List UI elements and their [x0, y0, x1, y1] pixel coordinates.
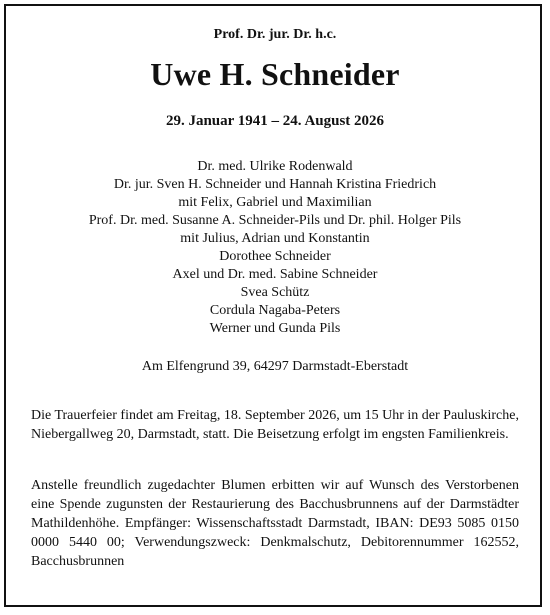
mourner-line: Cordula Nagaba-Peters — [209, 303, 341, 318]
life-dates: 29. Januar 1941 – 24. August 2026 — [165, 113, 385, 129]
donation-info-paragraph: Anstelle freundlich zugedachter Blumen erbitten wir auf Wunsch des Verstorbenen eine Spende zugunsten der Restaurierung des Bacchusbrunnens auf der Darmstädter Mathildenhöhe. Empfänger: Wissenschaftsstadt Darmstadt, IBAN: DE93 5085 0150 0000 5440 00; Verwendungszweck: Denkmalschutz, Debitorennummer 162552, Bacchusbrunnen — [31, 478, 519, 569]
funeral-info-paragraph: Die Trauerfeier findet am Freitag, 18. September 2026, um 15 Uhr in der Pauluskirche, Niebergallweg 20, Darmstadt, statt. Die Beisetzung erfolgt im engsten Familienkreis. — [31, 408, 519, 442]
mourner-line: Werner und Gunda Pils — [209, 321, 341, 336]
deceased-name: Uwe H. Schneider — [150, 56, 400, 92]
family-address: Am Elfengrund 39, 64297 Darmstadt-Eberstadt — [141, 359, 409, 374]
mourner-line: Prof. Dr. med. Susanne A. Schneider-Pils und Dr. phil. Holger Pils — [88, 213, 462, 228]
mourner-line: Axel und Dr. med. Sabine Schneider — [172, 267, 378, 282]
academic-title: Prof. Dr. jur. Dr. h.c. — [213, 27, 337, 42]
mourners-list — [0, 158, 550, 338]
mourner-line: Dorothee Schneider — [219, 249, 331, 264]
mourner-line: Dr. med. Ulrike Rodenwald — [197, 159, 353, 174]
mourner-line: mit Julius, Adrian und Konstantin — [180, 231, 370, 246]
mourner-line: Dr. jur. Sven H. Schneider und Hannah Kristina Friedrich — [113, 177, 437, 192]
mourner-line: Svea Schütz — [240, 285, 310, 300]
mourner-line: mit Felix, Gabriel und Maximilian — [178, 195, 372, 210]
